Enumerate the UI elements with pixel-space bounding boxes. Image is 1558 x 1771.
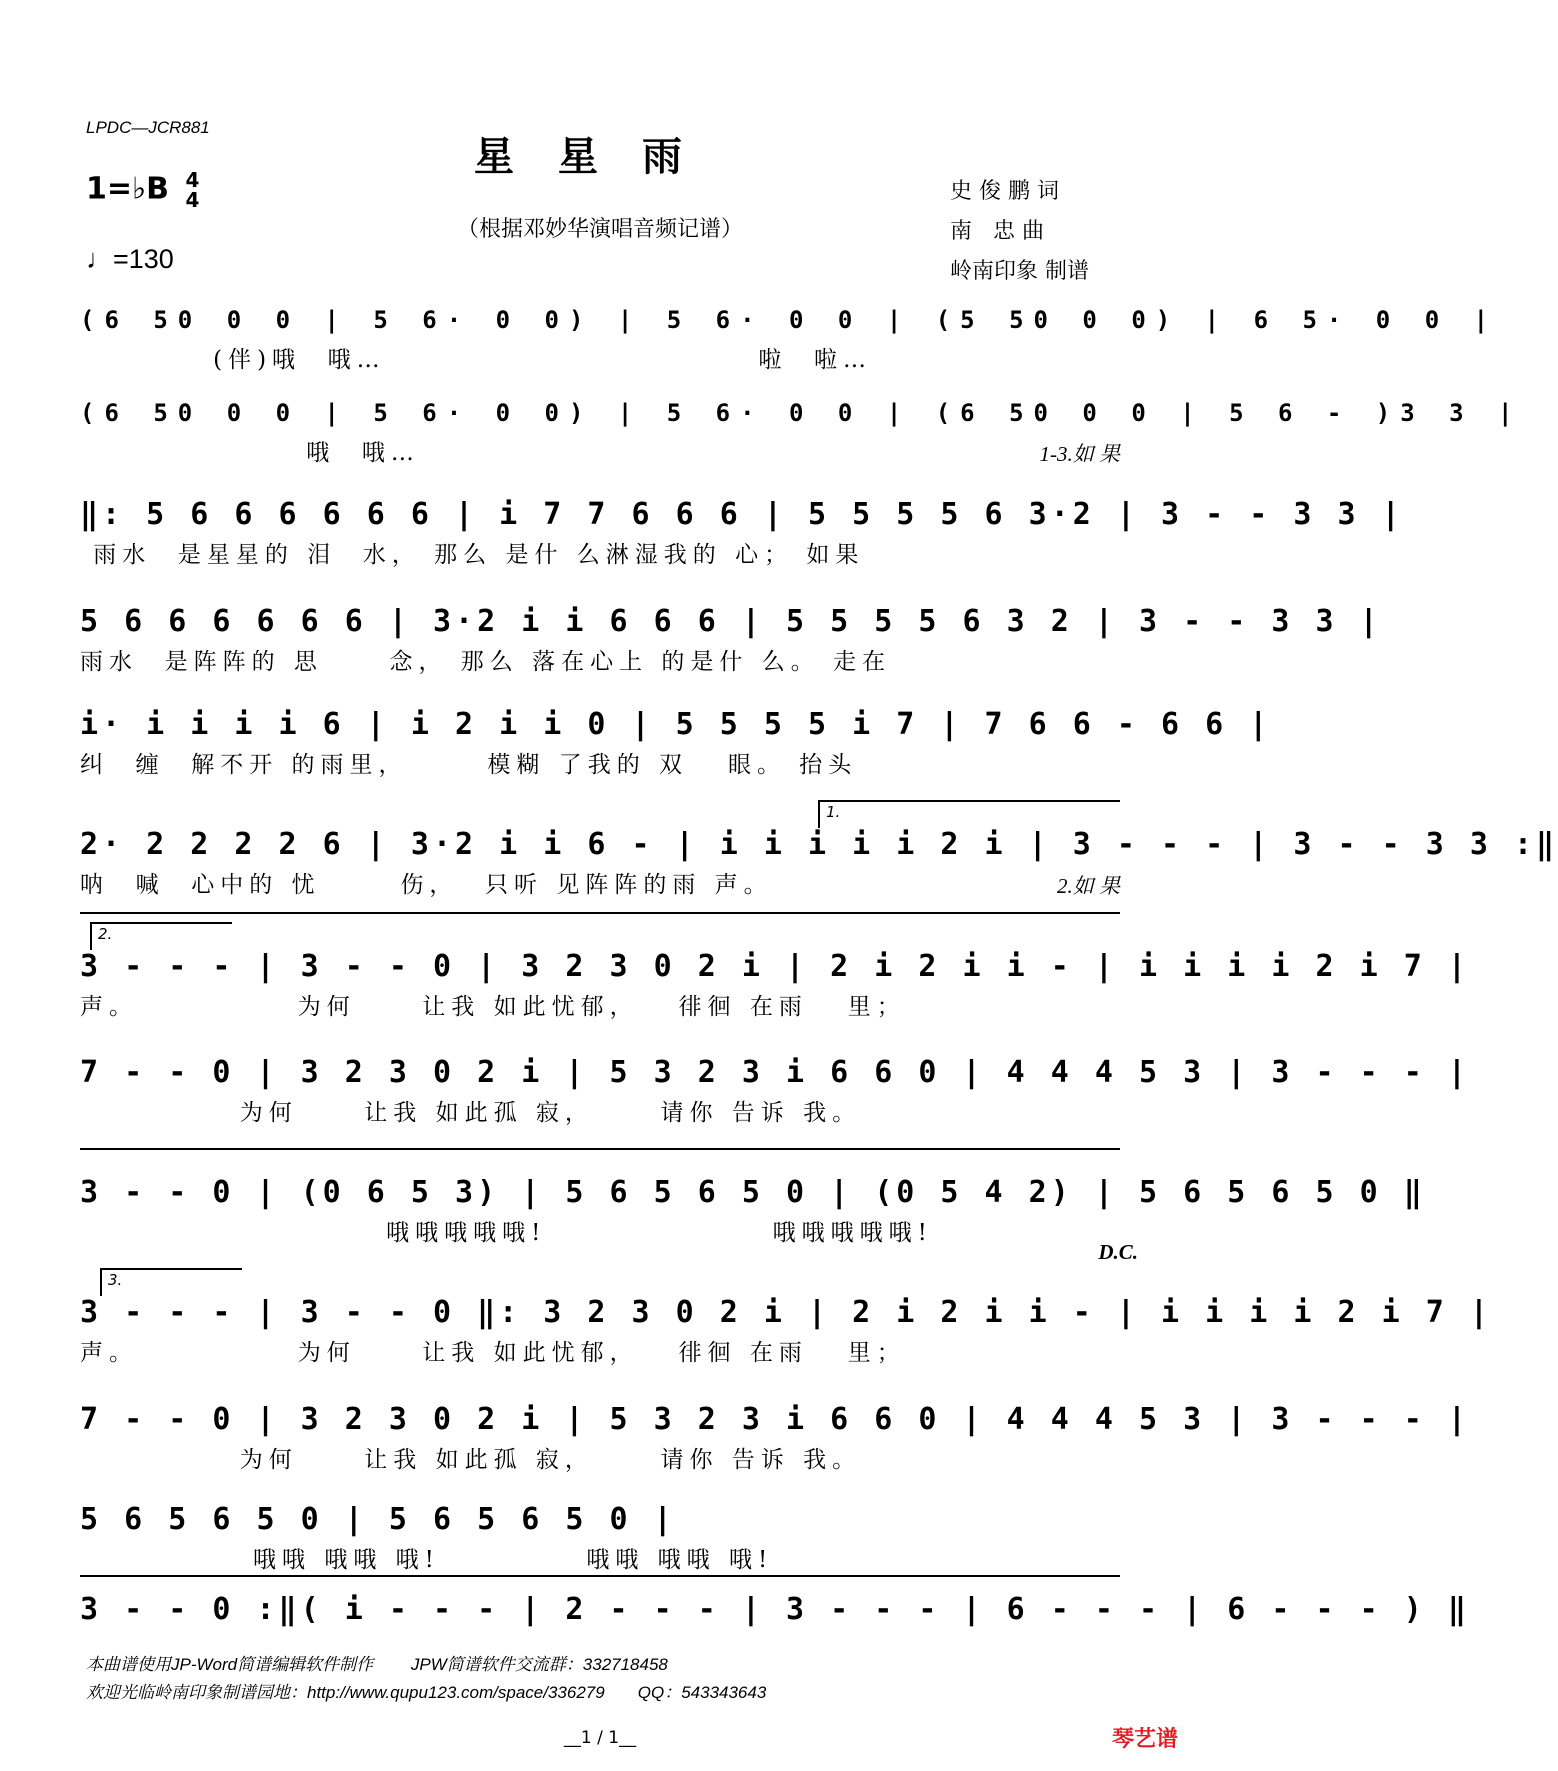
lyric: 声。 为何 让我 如此忧郁， 徘徊 在雨 里； — [80, 1340, 906, 1366]
volta-bracket-1: 1. — [818, 800, 1120, 828]
lyric: 为何 让我 如此孤 寂， 请你 告诉 我。 — [80, 1100, 862, 1126]
section-line — [80, 1148, 1120, 1150]
tempo-marking: ♩=130 — [86, 244, 174, 274]
brand-logo: 琴艺谱 — [1111, 1727, 1178, 1752]
time-bottom: 4 — [185, 188, 200, 212]
notation: 2· 2 2 2 2 6 | 3·2 i i 6 - | i i i i i 2 i | 3 - - - | 3 - - 3 3 :‖ — [80, 827, 1558, 862]
section-line — [80, 912, 1120, 914]
page-number: __1 / 1__ — [563, 1728, 637, 1748]
notation: (6 50 0 0 | 5 6· 0 0) | 5 6· 0 0 | (5 50 0 0) | 6 5· 0 0 | — [80, 306, 1499, 334]
verse-tag: 1-3.如 果 — [1039, 442, 1120, 466]
lyric: 声。 为何 让我 如此忧郁， 徘徊 在雨 里； — [80, 994, 906, 1020]
lyric: 为何 让我 如此孤 寂， 请你 告诉 我。 — [80, 1447, 862, 1473]
footer-line-1: 本曲谱使用JP-Word简谱编辑软件制作 JPW简谱软件交流群：332718458 — [86, 1655, 668, 1674]
lyric: 哦哦哦哦哦! 哦哦哦哦哦! — [80, 1220, 933, 1246]
time-top: 4 — [185, 168, 200, 192]
verse-tag: 2.如 果 — [1057, 874, 1120, 898]
song-title: 星星雨 — [474, 133, 726, 180]
notation: 3 - - 0 | (0 6 5 3) | 5 6 5 6 5 0 | (0 5 4 2) | 5 6 5 6 5 0 ‖ — [80, 1175, 1426, 1210]
notation: 3 - - - | 3 - - 0 ‖: 3 2 3 0 2 i | 2 i 2 i i - | i i i i 2 i 7 | — [80, 1295, 1492, 1330]
lyric: 呐 喊 心中的 忧 伤， 只听 见阵阵的雨 声。 — [80, 872, 773, 898]
credits — [950, 172, 1089, 292]
transcriber: 岭南印象 制谱 — [950, 259, 1089, 284]
lyric: 雨水 是星星的 泪 水， 那么 是什 么淋湿我的 心； 如果 — [80, 542, 865, 568]
notation: 5 6 5 6 5 0 | 5 6 5 6 5 0 | — [80, 1502, 676, 1537]
lyric: (伴)哦 哦… 啦 啦… — [80, 347, 873, 373]
volta-bracket-2: 2. — [90, 922, 232, 950]
section-line — [80, 1575, 1120, 1577]
notation: 3 - - - | 3 - - 0 | 3 2 3 0 2 i | 2 i 2 i i - | i i i i 2 i 7 | — [80, 949, 1470, 984]
lyric: 哦 哦… — [80, 440, 420, 466]
notation: (6 50 0 0 | 5 6· 0 0) | 5 6· 0 0 | (6 50 0 0 | 5 6 - )3 3 | — [80, 399, 1523, 427]
lyricist: 史 俊 鹏 词 — [950, 179, 1059, 204]
song-subtitle: （根据邓妙华演唱音频记谱） — [456, 217, 743, 242]
time-signature — [185, 170, 199, 210]
lyric: 纠 缠 解不开 的雨里， 模糊 了我的 双 眼。 抬头 — [80, 752, 858, 778]
key-label: 1=♭B — [86, 171, 170, 207]
footer-line-2: 欢迎光临岭南印象制谱园地：http://www.qupu123.com/space/336279 QQ：543343643 — [86, 1683, 767, 1702]
composer: 南 忠 曲 — [950, 219, 1044, 244]
lyric: 雨水 是阵阵的 思 念， 那么 落在心上 的是什 么。 走在 — [80, 649, 892, 675]
notation: ‖: 5 6 6 6 6 6 6 | i 7 7 6 6 6 | 5 5 5 5 6 3·2 | 3 - - 3 3 | — [80, 497, 1404, 532]
notation: 7 - - 0 | 3 2 3 0 2 i | 5 3 2 3 i 6 6 0 | 4 4 4 5 3 | 3 - - - | — [80, 1402, 1470, 1437]
notation: 5 6 6 6 6 6 6 | 3·2 i i 6 6 6 | 5 5 5 5 6 3 2 | 3 - - 3 3 | — [80, 604, 1382, 639]
score-code: LPDC—JCR881 — [86, 118, 210, 137]
lyric: 哦哦 哦哦 哦! 哦哦 哦哦 哦! — [80, 1547, 774, 1573]
notation: 3 - - 0 :‖( i - - - | 2 - - - | 3 - - - | 6 - - - | 6 - - - ) ‖ — [80, 1592, 1470, 1627]
volta-bracket-3: 3. — [100, 1268, 242, 1296]
notation: i· i i i i 6 | i 2 i i 0 | 5 5 5 5 i 7 | 7 6 6 - 6 6 | — [80, 707, 1272, 742]
notation: 7 - - 0 | 3 2 3 0 2 i | 5 3 2 3 i 6 6 0 | 4 4 4 5 3 | 3 - - - | — [80, 1055, 1470, 1090]
key-signature — [86, 170, 199, 210]
dc-marking: D.C. — [1098, 1240, 1138, 1264]
